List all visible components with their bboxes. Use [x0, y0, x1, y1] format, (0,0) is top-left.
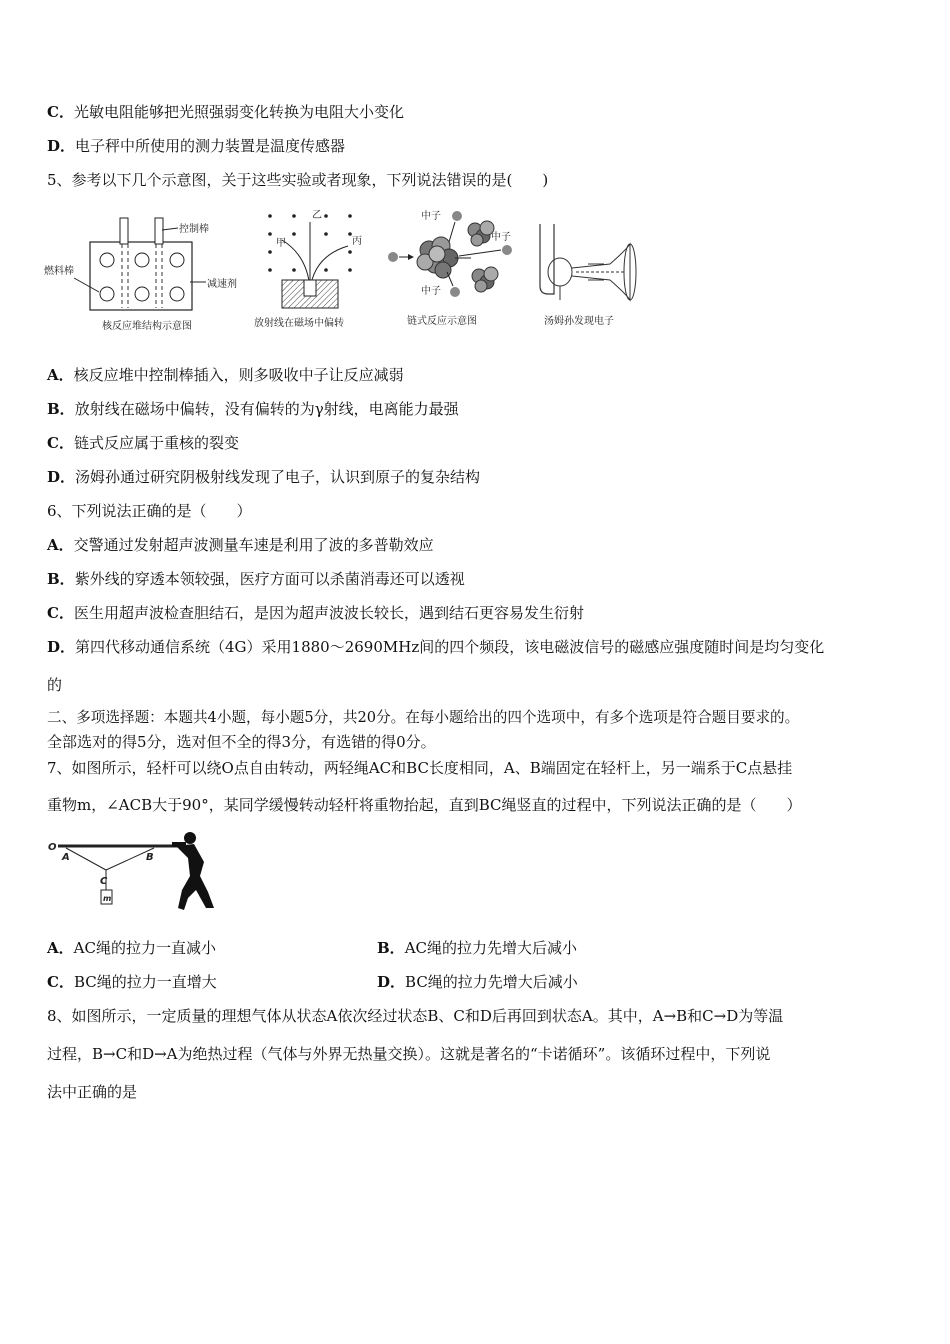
q5-option-b: [47, 399, 459, 419]
reactor-caption: 核反应堆结构示意图: [102, 321, 192, 332]
tube-bulb: [548, 258, 572, 286]
thomson-figure: [530, 220, 650, 334]
chain-reaction-figure: [383, 206, 523, 334]
neutron-label: 中子: [491, 232, 511, 243]
q4-option-d: [47, 136, 345, 156]
option-text: 光敏电阻能够把光照强弱变化转换为电阻大小变化: [73, 103, 404, 121]
option-text: AC绳的拉力一直减小: [73, 939, 216, 957]
q6-option-b: [47, 569, 465, 589]
option-text: 紫外线的穿透本领较强，医疗方面可以杀菌消毒还可以透视: [74, 570, 465, 588]
option-label: A．: [47, 536, 74, 554]
option-label: D．: [377, 973, 406, 991]
option-text: AC绳的拉力先增大后减小: [404, 939, 577, 957]
option-label: D．: [47, 137, 76, 155]
option-label: A．: [47, 366, 74, 384]
fuel-rod: [135, 287, 149, 301]
option-label: D．: [47, 468, 76, 486]
q5-option-d: [47, 467, 480, 487]
option-label: D．: [47, 638, 76, 656]
fuel-rod-label: 燃料棒: [44, 266, 74, 277]
fuel-rod: [100, 253, 114, 267]
label-jia: 甲: [276, 238, 286, 249]
option-label: C．: [47, 434, 74, 452]
label-yi: 乙: [312, 210, 322, 221]
label-c: C: [100, 876, 108, 887]
option-text: 电子秤中所使用的测力装置是温度传感器: [75, 137, 346, 155]
fuel-rod: [170, 253, 184, 267]
option-text: 第四代移动通信系统（4G）采用1880～2690MHz间的四个频段，该电磁波信号的磁感应强度随时间是均匀变化: [75, 638, 825, 656]
reactor-figure: [44, 208, 254, 334]
q7-option-b: [377, 938, 577, 958]
option-text: 医生用超声波检查胆结石，是因为超声波波长较长，遇到结石更容易发生衍射: [73, 604, 584, 622]
thomson-caption: 汤姆孙发现电子: [544, 316, 614, 327]
option-label: B．: [47, 400, 75, 418]
section2-intro-line2: 全部选对的得5分，选对但不全的得3分，有选错的得0分。: [47, 733, 436, 751]
neutron: [450, 287, 460, 297]
q7-stem-line1: 7、如图所示，轻杆可以绕O点自由转动，两轻绳AC和BC长度相同，A、B端固定在轻杆上，另一端系于C点悬挂: [47, 759, 793, 777]
q6-option-c: [47, 603, 584, 623]
q5-option-a: [47, 365, 404, 385]
q7-figure: [44, 828, 224, 924]
q6-option-a: [47, 535, 434, 555]
q5-stem: 5、参考以下几个示意图，关于这些实验或者现象，下列说法错误的是( ): [47, 171, 549, 189]
q7-option-c: [47, 972, 217, 992]
q4-option-c: [47, 102, 404, 122]
q7-option-a: [47, 938, 216, 958]
option-text: 链式反应属于重核的裂变: [73, 434, 239, 452]
label-m: m: [103, 894, 112, 903]
q8-stem-line1: 8、如图所示，一定质量的理想气体从状态A依次经过状态B、C和D后再回到状态A。其中，A→B和C→D为等温: [47, 1007, 784, 1025]
section2-intro-line1: 二、多项选择题：本题共4小题，每小题5分，共20分。在每小题给出的四个选项中，有多个选项是符合题目要求的。: [47, 709, 800, 726]
option-text: 放射线在磁场中偏转，没有偏转的为γ射线，电离能力最强: [74, 400, 459, 418]
rope-ac: [66, 848, 106, 870]
q6-stem: 6、下列说法正确的是（ ）: [47, 502, 252, 520]
control-rod-right: [155, 218, 163, 244]
option-text: BC绳的拉力先增大后减小: [405, 973, 578, 991]
q6-option-d: [47, 637, 824, 657]
q8-stem-line2: 过程，B→C和D→A为绝热过程（气体与外界无热量交换）。这就是著名的“卡诺循环”。该循环过程中，下列说: [47, 1045, 771, 1063]
moderator-label: 减速剂: [207, 279, 237, 290]
q8-stem-line3: 法中正确的是: [47, 1083, 138, 1101]
label-a: A: [62, 852, 70, 863]
q7-stem-line2: 重物m，∠ACB大于90°，某同学缓慢转动轻杆将重物抬起，直到BC绳竖直的过程中，下列说法正确的是（ ）: [47, 796, 802, 814]
radiation-caption: 放射线在磁场中偏转: [254, 318, 344, 329]
option-label: B．: [377, 939, 405, 957]
cathode-tube: [540, 224, 554, 294]
fuel-rod: [100, 287, 114, 301]
student-figure: [172, 832, 214, 910]
option-label: B．: [47, 570, 75, 588]
q7-option-d: [377, 972, 578, 992]
q5-option-c: [47, 433, 239, 453]
option-label: A．: [47, 939, 74, 957]
neutron: [388, 252, 398, 262]
label-b: B: [146, 852, 154, 863]
fragment-bottom: [472, 267, 498, 292]
label-o: O: [48, 842, 57, 853]
fuel-rod: [135, 253, 149, 267]
neutron-label: 中子: [421, 211, 441, 222]
option-text: 核反应堆中控制棒插入，则多吸收中子让反应减弱: [73, 366, 404, 384]
label-bing: 丙: [352, 236, 362, 247]
radiation-figure: [254, 206, 384, 334]
option-label: C．: [47, 973, 74, 991]
neutron: [452, 211, 462, 221]
option-text: BC绳的拉力一直增大: [73, 973, 217, 991]
q6-option-d-continued: 的: [47, 676, 63, 694]
reactor-core: [90, 242, 192, 310]
uranium-nucleus: [417, 237, 458, 278]
control-rod-left: [120, 218, 128, 244]
neutron: [502, 245, 512, 255]
option-text: 交警通过发射超声波测量车速是利用了波的多普勒效应: [73, 536, 434, 554]
fuel-rod: [170, 287, 184, 301]
option-label: C．: [47, 103, 74, 121]
option-label: C．: [47, 604, 74, 622]
neutron-label: 中子: [421, 286, 441, 297]
chain-caption: 链式反应示意图: [407, 316, 477, 327]
control-rod-label: 控制棒: [179, 224, 209, 235]
option-text: 汤姆孙通过研究阴极射线发现了电子，认识到原子的复杂结构: [75, 468, 481, 486]
